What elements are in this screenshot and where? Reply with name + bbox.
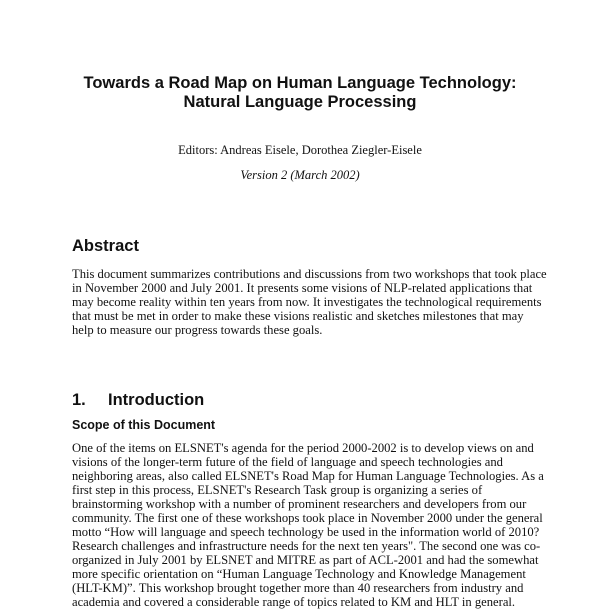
abstract-heading: Abstract (72, 237, 139, 255)
intro-line: organized in July 2001 by ELSNET and MITRE as part of ACL-2001 and had the somewhat (72, 553, 539, 567)
section-number: 1. (72, 391, 86, 409)
abstract-line: help to measure our progress towards these goals. (72, 323, 323, 337)
intro-line: academia and covered a considerable range of topics related to KM and HLT in general. (72, 595, 516, 609)
intro-line: One of the items on ELSNET's agenda for the period 2000-2002 is to develop views on and (72, 441, 534, 455)
intro-line: visions of the longer-term future of the field of language and speech technologies and (72, 455, 503, 469)
title-line-2: Natural Language Processing (183, 93, 417, 111)
intro-line: brainstorming workshop with a number of prominent researchers and developers from our (72, 497, 527, 511)
title-line-1: Towards a Road Map on Human Language Technology: (83, 74, 517, 92)
intro-line: (HLT-KM)”. This workshop brought together more than 40 researchers from industry and (72, 581, 524, 595)
intro-line: community. The first one of these workshops took place in November 2000 under the general (72, 511, 543, 525)
intro-line: more specific orientation on “Human Language Technology and Knowledge Management (72, 567, 526, 581)
intro-line: first step in this process, ELSNET's Research Task group is organizing a series of (72, 483, 483, 497)
intro-line: Research challenges and infrastructure needs for the next ten years". The second one was co- (72, 539, 541, 553)
subsection-heading: Scope of this Document (72, 418, 216, 432)
introduction-paragraph (72, 441, 544, 609)
abstract-line: in November 2000 and July 2001. It presents some visions of NLP-related applications that (72, 281, 533, 295)
intro-line: motto “How will language and speech technology be used in the information world of 2010? (72, 525, 540, 539)
section-title: Introduction (108, 391, 205, 409)
section-heading-introduction (72, 391, 204, 409)
abstract-line: that must be met in order to make these visions realistic and sketches milestones that may (72, 309, 524, 323)
document-title (0, 74, 600, 112)
editors-line: Editors: Andreas Eisele, Dorothea Ziegler-Eisele (178, 143, 422, 157)
intro-line: neighboring areas, also called ELSNET's Road Map for Human Language Technologies. As a (72, 469, 544, 483)
version-line: Version 2 (March 2002) (240, 168, 360, 182)
abstract-line: may become reality within ten years from now. It investigates the technological requirements (72, 295, 542, 309)
abstract-line: This document summarizes contributions and discussions from two workshops that took place (72, 267, 547, 281)
abstract-paragraph (72, 267, 547, 337)
